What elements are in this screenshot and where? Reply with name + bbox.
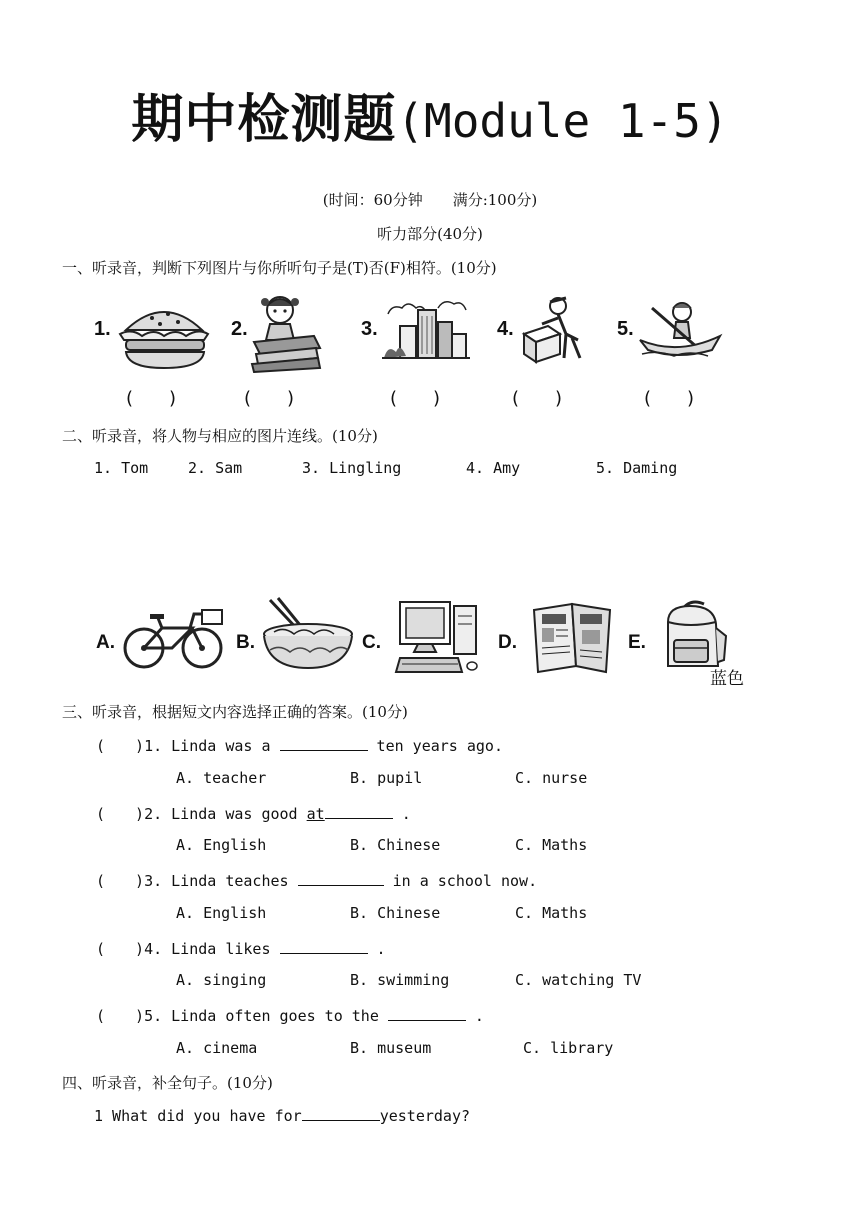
option-b: B. Chinese	[350, 836, 441, 854]
person-sam: 2. Sam	[188, 459, 243, 477]
answer-paren[interactable]: ( )	[644, 388, 695, 409]
answer-paren[interactable]: ( )	[96, 1007, 145, 1025]
man-lifting-box-icon	[520, 294, 592, 366]
item-number: 2.	[231, 318, 248, 340]
section-listening: 听力部分(40分)	[377, 225, 483, 243]
answer-blank[interactable]	[388, 1006, 466, 1021]
sentence-1: 1 What did you have for yesterday?	[94, 1107, 471, 1125]
answer-paren[interactable]: ( )	[512, 388, 563, 409]
option-a: A. English	[176, 836, 267, 854]
person-amy: 4. Amy	[466, 459, 521, 477]
answer-paren[interactable]: ( )	[96, 872, 145, 890]
backpack-icon[interactable]	[660, 598, 736, 670]
answer-paren[interactable]: ( )	[244, 388, 295, 409]
option-a: A. teacher	[176, 769, 267, 787]
answer-blank[interactable]	[280, 939, 368, 954]
item-number: 3.	[361, 318, 378, 340]
answer-paren[interactable]: ( )	[96, 940, 145, 958]
answer-blank[interactable]	[280, 736, 368, 751]
girl-with-books-icon	[250, 292, 322, 374]
computer-icon[interactable]	[396, 598, 480, 676]
part1-heading: 一、听录音，判断下列图片与你所听句子是(T)否(F)相符。(10分)	[62, 259, 497, 277]
option-c: C. Maths	[515, 904, 588, 922]
picture-letter: B.	[236, 632, 255, 653]
part3-heading: 三、听录音，根据短文内容选择正确的答案。(10分)	[62, 703, 408, 721]
answer-blank[interactable]	[325, 804, 393, 819]
answer-paren[interactable]: ( )	[96, 737, 145, 755]
option-b: B. museum	[350, 1039, 432, 1057]
bicycle-icon[interactable]	[122, 606, 224, 670]
page-title: 期中检测题(Module 1-5)	[131, 90, 729, 150]
answer-blank[interactable]	[302, 1106, 380, 1121]
question-2: ( )2. Linda was good at .	[96, 805, 411, 823]
person-daming: 5. Daming	[596, 459, 678, 477]
answer-blank[interactable]	[298, 871, 384, 886]
picture-letter: C.	[362, 632, 381, 653]
person-tom: 1. Tom	[94, 459, 149, 477]
answer-paren[interactable]: ( )	[390, 388, 441, 409]
picture-letter: A.	[96, 632, 115, 653]
option-b: B. swimming	[350, 971, 450, 989]
question-3: ( )3. Linda teaches in a school now.	[96, 872, 538, 890]
item-number: 1.	[94, 318, 111, 340]
option-a: A. singing	[176, 971, 267, 989]
backpack-color-caption: 蓝色	[710, 669, 744, 689]
picture-letter: D.	[498, 632, 517, 653]
option-a: A. English	[176, 904, 267, 922]
hamburger-icon	[118, 300, 210, 372]
item-number: 5.	[617, 318, 634, 340]
picture-letter: E.	[628, 632, 646, 653]
item-number: 4.	[497, 318, 514, 340]
part2-heading: 二、听录音，将人物与相应的图片连线。(10分)	[62, 427, 378, 445]
exam-info: (时间：60分钟 满分:100分)	[322, 191, 538, 209]
option-c: C. nurse	[515, 769, 588, 787]
option-a: A. cinema	[176, 1039, 258, 1057]
option-b: B. pupil	[350, 769, 423, 787]
answer-paren[interactable]: ( )	[126, 388, 177, 409]
part4-heading: 四、听录音，补全句子。(10分)	[62, 1074, 273, 1092]
option-c: C. Maths	[515, 836, 588, 854]
option-c: C. library	[523, 1039, 614, 1057]
person-lingling: 3. Lingling	[302, 459, 402, 477]
question-4: ( )4. Linda likes .	[96, 940, 386, 958]
answer-paren[interactable]: ( )	[96, 805, 145, 823]
noodle-bowl-icon[interactable]	[260, 598, 356, 672]
newspaper-icon[interactable]	[528, 600, 616, 676]
question-1: ( )1. Linda was a ten years ago.	[96, 737, 503, 755]
city-buildings-icon	[382, 296, 470, 362]
option-b: B. Chinese	[350, 904, 441, 922]
option-c: C. watching TV	[515, 971, 642, 989]
question-5: ( )5. Linda often goes to the .	[96, 1007, 484, 1025]
boy-rowing-boat-icon	[638, 296, 722, 362]
